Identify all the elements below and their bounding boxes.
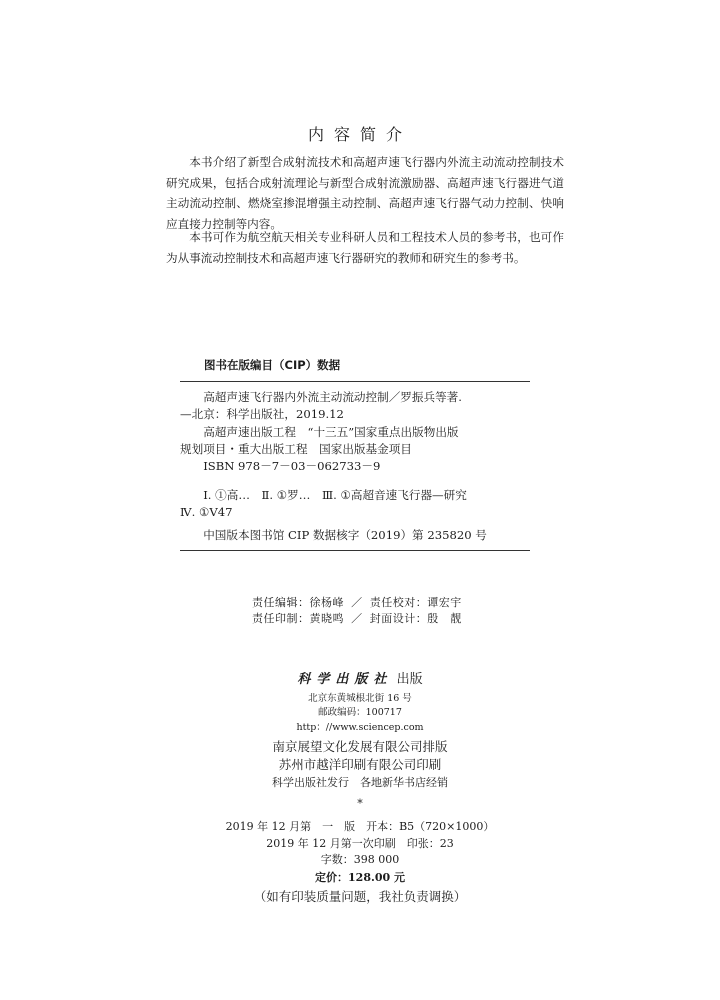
typesetting-line: 南京展望文化发展有限公司排版 (272, 739, 448, 754)
responsibility-line-1: 责任编辑：徐杨峰 ／ 责任校对：谭宏宇 (252, 596, 462, 609)
separator-mark: * (357, 797, 363, 810)
intro-paragraph-2: 本书可作为航空航天相关专业科研人员和工程技术人员的参考书，也可作为从事流动控制技术和高超声速飞行器研究的教师和研究生的参考书。 (166, 230, 564, 265)
publisher-address: 北京东黄城根北街 16 号 (308, 693, 412, 704)
cip-bottom-rule (180, 550, 530, 551)
intro-title: 内容简介 (307, 125, 412, 144)
publisher-suffix: 出版 (396, 672, 423, 687)
edition-line: 2019 年 12 月第 一 版 开本：B5（720×1000） (225, 820, 495, 833)
publisher-name: 科学出版社 (297, 672, 393, 687)
cip-line: —北京：科学出版社，2019.12 (180, 407, 344, 421)
wordcount-line: 字数：398 000 (320, 853, 400, 866)
cip-top-rule (180, 381, 530, 382)
quality-notice: （如有印装质量问题，我社负责调换） (253, 889, 467, 904)
cip-line: ISBN 978－7－03－062733－9 (180, 459, 381, 473)
cip-line: 高超声速出版工程 “十三五”国家重点出版物出版 (180, 425, 459, 439)
distribution-line: 科学出版社发行 各地新华书店经销 (272, 776, 448, 789)
cip-line: Ⅳ. ①V47 (180, 505, 233, 519)
cip-heading: 图书在版编目（CIP）数据 (204, 358, 341, 372)
cip-line: 规划项目・重大出版工程 国家出版基金项目 (180, 442, 412, 456)
cip-line: 中国版本图书馆 CIP 数据核字（2019）第 235820 号 (180, 528, 487, 542)
publisher-postcode: 邮政编码：100717 (318, 707, 402, 718)
impression-line: 2019 年 12 月第一次印刷 印张：23 (266, 837, 454, 850)
publisher-line (0, 668, 720, 687)
intro-paragraph-1: 本书介绍了新型合成射流技术和高超声速飞行器内外流主动流动控制技术研究成果，包括合成射流理论与新型合成射流激励器、高超声速飞行器进气道主动流动控制、燃烧室掺混增强主动控制、高超声速飞行器气动力控制、快响应直接力控制等内容。 (166, 155, 564, 231)
cip-line: 高超声速飞行器内外流主动流动控制／罗振兵等著. (180, 390, 462, 404)
responsibility-line-2: 责任印制：黄晓鸣 ／ 封面设计：殷 靓 (252, 612, 462, 625)
printing-line: 苏州市越洋印刷有限公司印刷 (278, 757, 442, 772)
cip-line: Ⅰ. ①高… Ⅱ. ①罗… Ⅲ. ①高超音速飞行器—研究 (180, 488, 467, 502)
publisher-website: http：//www.sciencep.com (296, 722, 424, 733)
price-line: 定价：128.00 元 (315, 871, 405, 884)
